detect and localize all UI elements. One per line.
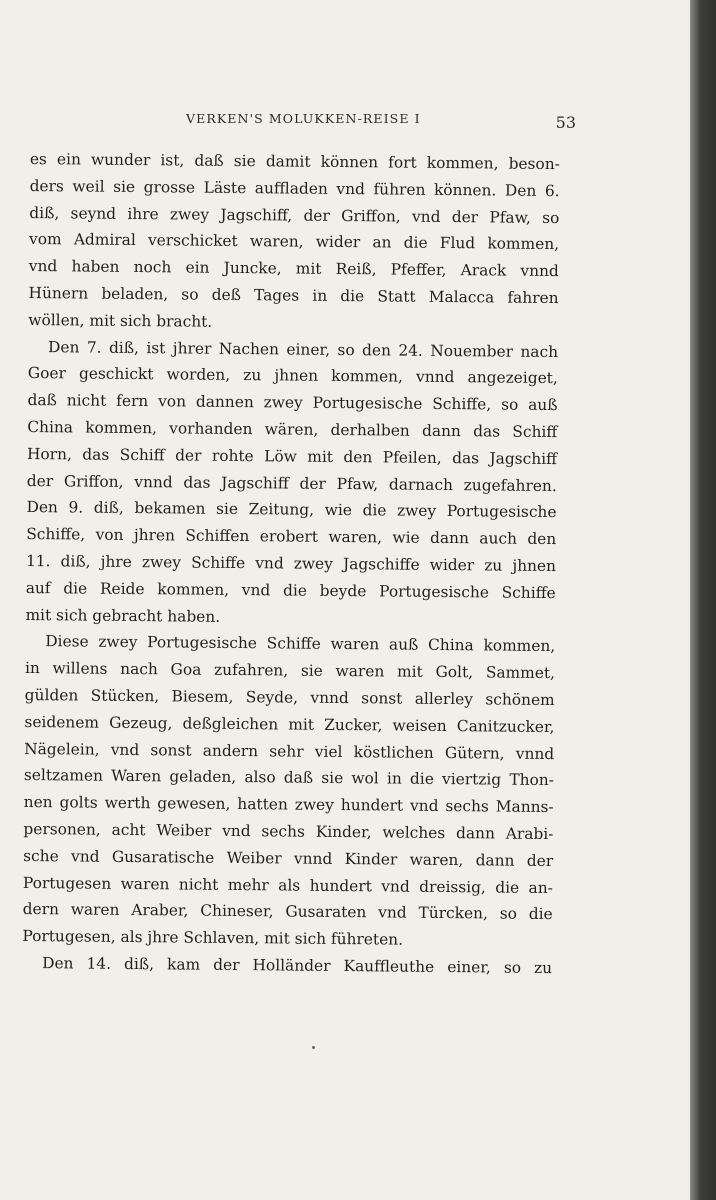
text-line: mit sich gebracht haben. <box>25 605 221 626</box>
text-line: es ein wunder ist, daß sie damit können fort kommen, beson- <box>29 149 560 174</box>
text-line: vom Admiral verschicket waren, wider an die Flud kommen, <box>29 230 560 254</box>
text-line: Hünern beladen, so deß Tages in die Statt Malacca fahren <box>28 283 559 308</box>
text-line: Portugesen, als jhre Schlaven, mit sich führeten. <box>22 927 404 949</box>
text-line: daß nicht fern von dannen zwey Portugesische Schiffe, so auß <box>27 391 558 415</box>
page-edge-shadow <box>690 0 716 1200</box>
text-line: der Griffon, vnnd das Jagschiff der Pfaw, darnach zugefahren. <box>26 471 557 495</box>
text-line: nen golts werth gewesen, hatten zwey hundert vnd sechs Manns- <box>23 793 554 817</box>
text-line: Den 7. diß, ist jhrer Nachen einer, so den 24. Nouember nach <box>47 337 559 361</box>
text-line: vnd haben noch ein Juncke, mit Reiß, Pfeffer, Arack vnnd <box>28 257 559 281</box>
text-line: Diese zwey Portugesische Schiffe waren auß China kommen, <box>45 632 556 656</box>
text-line: dern waren Araber, Chineser, Gusaraten vnd Türcken, so die <box>22 900 553 924</box>
text-line: personen, acht Weiber vnd sechs Kinder, welches dann Arabi- <box>23 819 554 843</box>
text-line: auf die Reide kommen, vnd die beyde Portugesische Schiffe <box>25 578 556 602</box>
text-line: China kommen, vorhanden wären, derhalben dann das Schiff <box>27 417 558 442</box>
text-line: sche vnd Gusaratische Weiber vnnd Kinder waren, dann der <box>23 846 554 870</box>
page-header <box>36 103 576 137</box>
text-line: wöllen, mit sich bracht. <box>28 310 213 331</box>
paper-speck <box>312 1046 315 1049</box>
text-line: seidenem Gezeug, deßgleichen mit Zucker, weisen Canitzucker, <box>24 712 555 736</box>
text-line: Schiffe, von jhren Schiffen erobert waren, wie dann auch den <box>26 525 557 549</box>
text-line: Den 14. diß, kam der Holländer Kauffleuthe einer, so zu <box>42 954 553 977</box>
text-line: Nägelein, vnd sonst andern sehr viel köstlichen Gütern, vnnd <box>24 739 555 763</box>
running-title: VERKEN'S MOLUKKEN-REISE I <box>186 111 421 126</box>
text-line: in willens nach Goa zufahren, sie waren mit Golt, Sammet, <box>24 659 556 683</box>
text-line: seltzamen Waren geladen, also daß sie wol in die viertzig Thon- <box>23 766 555 790</box>
body-text <box>22 146 560 982</box>
text-line: 11. diß, jhre zwey Schiffe vnd zwey Jagschiffe wider zu jhnen <box>25 551 557 576</box>
text-line: Portugesen waren nicht mehr als hundert vnd dreissig, die an- <box>22 873 553 897</box>
text-line: Goer geschickt worden, zu jhnen kommen, vnnd angezeiget, <box>27 364 558 388</box>
text-line: Horn, das Schiff der rohte Löw mit den Pfeilen, das Jagschiff <box>26 444 558 468</box>
text-line: Den 9. diß, bekamen sie Zeitung, wie die zwey Portugesische <box>26 498 557 522</box>
page-number: 53 <box>555 113 576 132</box>
text-line: diß, seynd ihre zwey Jagschiff, der Griffon, vnd der Pfaw, so <box>29 203 560 227</box>
text-line: gülden Stücken, Biesem, Seyde, vnnd sonst allerley schönem <box>24 685 555 709</box>
text-line: ders weil sie grosse Läste auffladen vnd führen können. Den 6. <box>29 176 560 200</box>
